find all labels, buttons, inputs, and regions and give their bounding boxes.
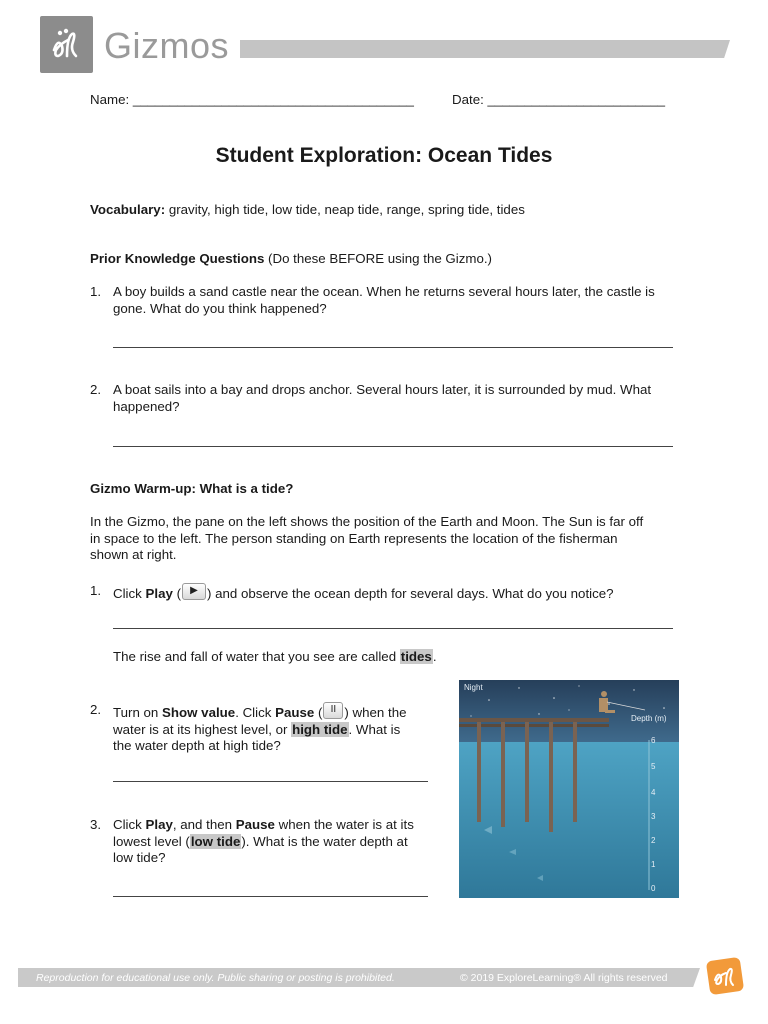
prior-q1-line1: A boy builds a sand castle near the ocean. When he returns several hours later, the castle is [113, 284, 655, 299]
prior-question-1 [113, 284, 655, 317]
step1-mid: ( [172, 586, 181, 601]
page-title: Student Exploration: Ocean Tides [215, 144, 553, 167]
prior-q2-line1: A boat sails into a bay and drops anchor. Several hours later, it is surrounded by mud. What [113, 382, 652, 397]
footer-copyright: © 2019 ExploreLearning® All rights reserved [460, 972, 668, 984]
step3-l1-mid: , and then [172, 817, 236, 832]
prior-question-2 [113, 382, 651, 415]
depth-tick: 5 [651, 762, 656, 771]
answer-line [113, 896, 428, 897]
question-number: 1. [90, 284, 102, 299]
vocabulary-text: gravity, high tide, low tide, neap tide, range, spring tide, tides [165, 202, 525, 217]
step3-l1-post: when the water is at its [274, 817, 414, 832]
answer-line [113, 781, 428, 782]
step-number: 1. [90, 583, 102, 598]
warmup-intro-line2: in space to the left. The person standing on Earth represents the location of the fisherman [90, 530, 618, 546]
tides-statement [113, 649, 437, 666]
step2-l3: the water depth at high tide? [113, 738, 281, 753]
tides-pre: The rise and fall of water that you see are called [113, 649, 400, 664]
depth-tick: 2 [651, 836, 656, 845]
pause-glyph: II [330, 704, 337, 715]
step2-l2-post: . What is [348, 721, 401, 737]
date-label: Date: [452, 92, 484, 107]
ocean-tides-simulation-image [459, 680, 679, 898]
vocabulary [90, 202, 525, 219]
warmup-step-2 [113, 702, 407, 755]
warmup-heading [90, 481, 293, 498]
sim-depth-label: Depth (m) [631, 714, 667, 723]
step2-l1-mid: . Click [235, 705, 276, 720]
step3-l3: low tide? [113, 850, 166, 865]
step1-pre: Click [113, 586, 146, 601]
step2-l1-post: ) when the [344, 705, 407, 720]
step1-play-word: Play [145, 586, 173, 601]
explorelearning-footer-logo [704, 955, 746, 1002]
step-number: 2. [90, 702, 102, 717]
warmup-intro [90, 514, 643, 564]
step3-l1-pre: Click [113, 817, 146, 832]
step3-l2-pre: lowest level ( [113, 833, 190, 849]
depth-tick: 6 [651, 736, 656, 745]
step2-pause-word: Pause [275, 705, 315, 720]
depth-tick: 4 [651, 788, 656, 797]
brand-name: Gizmos [104, 25, 230, 66]
tides-highlight: tides [400, 649, 432, 664]
step2-show-value: Show value [162, 705, 236, 720]
header-bar [240, 40, 730, 58]
prior-note: (Do these BEFORE using the Gizmo.) [264, 251, 492, 266]
depth-tick: 1 [651, 860, 656, 869]
play-icon [182, 583, 206, 600]
name-line: ______________________________________ [132, 92, 414, 107]
footer-disclaimer: Reproduction for educational use only. Public sharing or posting is prohibited. [36, 972, 395, 984]
prior-q2-line2: happened? [113, 398, 180, 414]
name-field [90, 92, 414, 109]
answer-line [113, 446, 673, 447]
date-line: ________________________ [487, 92, 665, 107]
tides-post: . [432, 649, 437, 664]
play-glyph: ▶ [190, 585, 198, 596]
step2-l1-pre: Turn on [113, 705, 163, 720]
step3-pause-word: Pause [235, 817, 275, 832]
answer-line [113, 347, 673, 348]
prior-heading-text: Prior Knowledge Questions [90, 251, 265, 266]
high-tide-highlight: high tide [292, 721, 348, 737]
low-tide-highlight: low tide [190, 833, 241, 849]
prior-knowledge-heading [90, 251, 492, 268]
name-label: Name: [90, 92, 130, 107]
warmup-intro-line3: shown at right. [90, 547, 177, 562]
step2-l2-pre: water is at its highest level, or [113, 721, 292, 737]
depth-tick: 0 [651, 884, 656, 893]
pause-icon [323, 702, 343, 719]
prior-q1-line2: gone. What do you think happened? [113, 300, 327, 316]
step3-play-word: Play [145, 817, 173, 832]
date-field [452, 92, 665, 109]
depth-tick: 3 [651, 812, 656, 821]
warmup-intro-line1: In the Gizmo, the pane on the left shows the position of the Earth and Moon. The Sun is far off [90, 514, 644, 529]
explorelearning-logo [40, 16, 93, 73]
answer-line [113, 628, 673, 629]
step3-l2-post: ). What is the water depth at [241, 833, 408, 849]
step2-l1-open: ( [314, 705, 323, 720]
warmup-step-3 [113, 817, 414, 867]
warmup-heading-text: Gizmo Warm-up: What is a tide? [90, 481, 294, 496]
warmup-step-1 [113, 583, 614, 603]
step-number: 3. [90, 817, 102, 832]
step1-post: ) and observe the ocean depth for several days. What do you notice? [207, 586, 614, 601]
vocabulary-label: Vocabulary: [90, 202, 166, 217]
question-number: 2. [90, 382, 102, 397]
sim-night-label: Night [464, 683, 483, 692]
